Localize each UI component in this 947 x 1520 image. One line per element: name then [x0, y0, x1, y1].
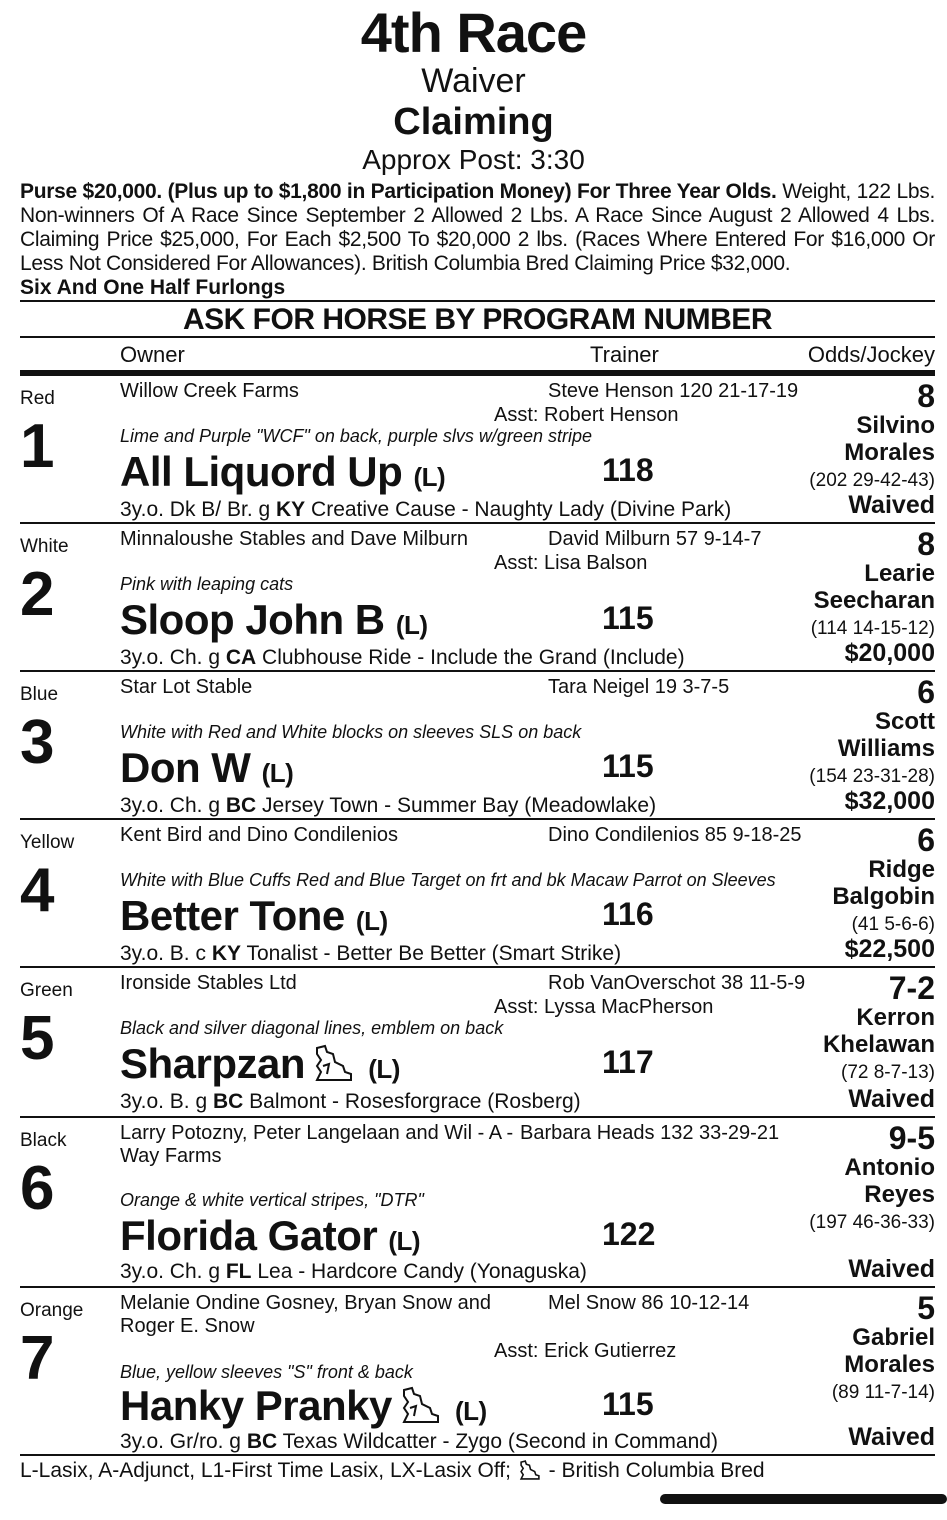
silks-description: White with Red and White blocks on sleeves SLS on back	[120, 722, 582, 742]
pedigree: Jersey Town - Summer Bay (Meadowlake)	[256, 794, 657, 817]
horse-name	[120, 892, 388, 945]
age-sex: 3y.o. Ch. g	[120, 1260, 226, 1283]
bred-state: BC	[213, 1090, 244, 1113]
horse-name-text: Sharpzan	[120, 1040, 306, 1087]
saddlecloth-color: Black	[20, 1130, 67, 1151]
silks-description: White with Blue Cuffs Red and Blue Target on frt and bk Macaw Parrot on Sleeves	[120, 870, 776, 890]
assistant-trainer: Asst: Robert Henson	[494, 404, 679, 426]
medication-legend: L-Lasix, A-Adjunct, L1-First Time Lasix, LX-Lasix Off;	[20, 1459, 511, 1482]
entry-row	[20, 672, 935, 820]
breeding	[120, 1260, 587, 1284]
saddlecloth-color: Blue	[20, 684, 59, 705]
jockey-stats: (154 23-31-28)	[809, 766, 935, 787]
weight: 118	[602, 452, 654, 488]
trainer: Tara Neigel 19 3-7-5	[548, 676, 730, 698]
pedigree: Balmont - Rosesforgrace (Rosberg)	[243, 1090, 581, 1113]
saddlecloth-color: Orange	[20, 1300, 84, 1321]
horse-name-text: Sloop John B	[120, 596, 385, 643]
medication: (L)	[261, 758, 294, 788]
silks-description: Black and silver diagonal lines, emblem on back	[120, 1018, 504, 1038]
horse-name-text: Better Tone	[120, 892, 345, 939]
claim-price: Waived	[848, 1255, 935, 1283]
morning-line-odds: 9-5	[888, 1120, 935, 1156]
entry-row	[20, 968, 935, 1118]
claim-price: Waived	[848, 1085, 935, 1113]
scan-artifact-bar	[660, 1494, 947, 1504]
age-sex: 3y.o. Dk B/ Br. g	[120, 498, 277, 521]
jockey: Silvino Morales	[844, 412, 935, 466]
race-type: Waiver	[421, 62, 526, 100]
silks-description: Lime and Purple "WCF" on back, purple slvs w/green stripe	[120, 426, 592, 446]
column-header	[20, 338, 935, 376]
jockey-stats: (114 14-15-12)	[810, 618, 935, 639]
pedigree: Texas Wildcatter - Zygo (Second in Command)	[277, 1430, 718, 1453]
bc-bred-icon	[519, 1460, 541, 1480]
morning-line-odds: 6	[917, 822, 935, 858]
program-number: 7	[20, 1324, 55, 1393]
horse-name	[120, 596, 428, 649]
medication: (L)	[413, 462, 446, 492]
program-number: 4	[20, 856, 55, 925]
medication: (L)	[395, 610, 428, 640]
horse-name-text: Florida Gator	[120, 1212, 378, 1259]
horse-name	[120, 1040, 400, 1093]
medication: (L)	[368, 1054, 400, 1084]
pedigree: Creative Cause - Naughty Lady (Divine Park)	[305, 498, 732, 521]
breeding	[120, 646, 685, 670]
conditions-text: Weight, 122 Lbs. Non-winners Of A Race Since September 2 Allowed 2 Lbs. A Race Since August 2 Allowed 4 Lbs. Claiming Price $25,000, For Each $2,500 To $20,000 2 lbs. (Races Where Entered For $16,000 Or Less Not Considered For Allowances). British Columbia Bred Claiming Price $32,000.	[20, 180, 935, 275]
bc-bred-icon	[313, 1044, 355, 1082]
age-sex: 3y.o. Ch. g	[120, 646, 226, 669]
breeding	[120, 1090, 581, 1114]
trainer: Mel Snow 86 10-12-14	[548, 1292, 750, 1314]
jockey-stats: (197 46-36-33)	[809, 1212, 935, 1233]
assistant-trainer: Asst: Erick Gutierrez	[494, 1340, 677, 1362]
silks-description: Pink with leaping cats	[120, 574, 294, 594]
program-number: 1	[20, 412, 55, 481]
bc-bred-icon	[400, 1386, 442, 1424]
owner: Willow Creek Farms	[120, 380, 299, 402]
age-sex: 3y.o. B. g	[120, 1090, 213, 1113]
trainer: Rob VanOverschot 38 11-5-9	[548, 972, 806, 994]
owner: Larry Potozny, Peter Langelaan and Wil - A - Way Farms	[120, 1122, 514, 1167]
saddlecloth-color: Green	[20, 980, 73, 1001]
silks-description: Blue, yellow sleeves "S" front & back	[120, 1362, 413, 1382]
bred-state: BC	[225, 794, 257, 817]
purse-text: Purse $20,000. (Plus up to $1,800 in Participation Money) For Three Year Olds.	[20, 180, 777, 203]
entries-list	[20, 376, 935, 1456]
jockey: Ridge Balgobin	[832, 856, 935, 910]
trainer: Steve Henson 120 21-17-19	[548, 380, 799, 402]
race-title: 4th Race	[360, 1, 587, 64]
horse-name-text: Don W	[120, 744, 251, 791]
owner: Minnaloushe Stables and Dave Milburn	[120, 528, 468, 550]
trainer: Barbara Heads 132 33-29-21	[520, 1122, 780, 1144]
entry-row	[20, 1118, 935, 1288]
owner-column: Owner	[120, 342, 185, 367]
age-sex: 3y.o. B. c	[120, 942, 212, 965]
jockey: Antonio Reyes	[844, 1154, 935, 1208]
legend-footer	[20, 1458, 935, 1484]
weight: 122	[602, 1216, 656, 1252]
odds-column: Odds/Jockey	[807, 342, 935, 367]
saddlecloth-color: White	[20, 536, 69, 557]
age-sex: 3y.o. Ch. g	[120, 794, 226, 817]
morning-line-odds: 8	[917, 378, 935, 414]
jockey-stats: (202 29-42-43)	[809, 470, 935, 491]
trainer-column: Trainer	[590, 342, 659, 367]
pedigree: Clubhouse Ride - Include the Grand (Include)	[256, 646, 685, 669]
claim-price: Waived	[848, 491, 935, 519]
trainer: David Milburn 57 9-14-7	[548, 528, 762, 550]
weight: 115	[602, 748, 654, 784]
program-number: 2	[20, 560, 55, 629]
trainer: Dino Condilenios 85 9-18-25	[548, 824, 802, 846]
medication: (L)	[455, 1396, 487, 1426]
program-number: 6	[20, 1154, 55, 1223]
owner: Ironside Stables Ltd	[120, 972, 297, 994]
bred-state: CA	[225, 646, 257, 669]
claim-price: Waived	[848, 1423, 935, 1451]
owner: Star Lot Stable	[120, 676, 253, 698]
assistant-trainer: Asst: Lisa Balson	[494, 552, 648, 574]
saddlecloth-color: Red	[20, 388, 55, 409]
jockey-stats: (89 11-7-14)	[831, 1382, 935, 1403]
jockey-stats: (41 5-6-6)	[851, 914, 935, 935]
medication: (L)	[355, 906, 388, 936]
owner: Kent Bird and Dino Condilenios	[120, 824, 398, 846]
entry-row	[20, 820, 935, 968]
jockey: Gabriel Morales	[844, 1324, 935, 1378]
entry-row	[20, 1288, 935, 1456]
race-distance: Six And One Half Furlongs	[20, 276, 935, 302]
race-class: Claiming	[393, 101, 554, 143]
ask-banner: ASK FOR HORSE BY PROGRAM NUMBER	[20, 304, 935, 338]
owner: Melanie Ondine Gosney, Bryan Snow and Roger E. Snow	[120, 1292, 491, 1337]
race-conditions	[20, 180, 935, 276]
saddlecloth-color: Yellow	[20, 832, 75, 853]
weight: 115	[602, 600, 654, 636]
race-header	[0, 0, 947, 176]
morning-line-odds: 5	[917, 1290, 935, 1326]
bc-bred-legend: - British Columbia Bred	[542, 1459, 765, 1482]
silks-description: Orange & white vertical stripes, "DTR"	[120, 1190, 424, 1210]
morning-line-odds: 7-2	[888, 970, 935, 1006]
horse-name	[120, 744, 293, 797]
jockey: Kerron Khelawan	[822, 1004, 935, 1058]
breeding	[120, 942, 621, 966]
claim-price: $32,000	[844, 787, 935, 815]
breeding	[120, 1430, 718, 1454]
morning-line-odds: 6	[917, 674, 935, 710]
bred-state: KY	[211, 942, 242, 965]
breeding	[120, 498, 731, 522]
morning-line-odds: 8	[917, 526, 935, 562]
horse-name	[120, 448, 445, 501]
weight: 116	[602, 896, 654, 932]
claim-price: $20,000	[844, 639, 935, 667]
pedigree: Lea - Hardcore Candy (Yonaguska)	[251, 1260, 587, 1283]
post-time: Approx Post: 3:30	[362, 144, 585, 175]
medication: (L)	[388, 1226, 421, 1256]
horse-name	[120, 1212, 420, 1265]
horse-name-text: Hanky Pranky	[120, 1382, 392, 1429]
bred-state: BC	[246, 1430, 278, 1453]
bred-state: KY	[276, 498, 306, 521]
jockey: Scott Williams	[837, 708, 935, 762]
pedigree: Tonalist - Better Be Better (Smart Strike)	[241, 942, 622, 965]
jockey-stats: (72 8-7-13)	[841, 1062, 935, 1083]
claim-price: $22,500	[844, 935, 935, 963]
assistant-trainer: Asst: Lyssa MacPherson	[494, 996, 714, 1018]
jockey: Learie Seecharan	[813, 560, 935, 614]
weight: 115	[602, 1386, 654, 1422]
program-number: 3	[20, 708, 55, 777]
horse-name-text: All Liquord Up	[120, 448, 403, 495]
program-number: 5	[20, 1004, 55, 1073]
entry-row	[20, 524, 935, 672]
bred-state: FL	[225, 1260, 252, 1283]
weight: 117	[602, 1044, 654, 1080]
breeding	[120, 794, 656, 818]
entry-row	[20, 376, 935, 524]
horse-name	[120, 1382, 487, 1435]
age-sex: 3y.o. Gr/ro. g	[120, 1430, 247, 1453]
